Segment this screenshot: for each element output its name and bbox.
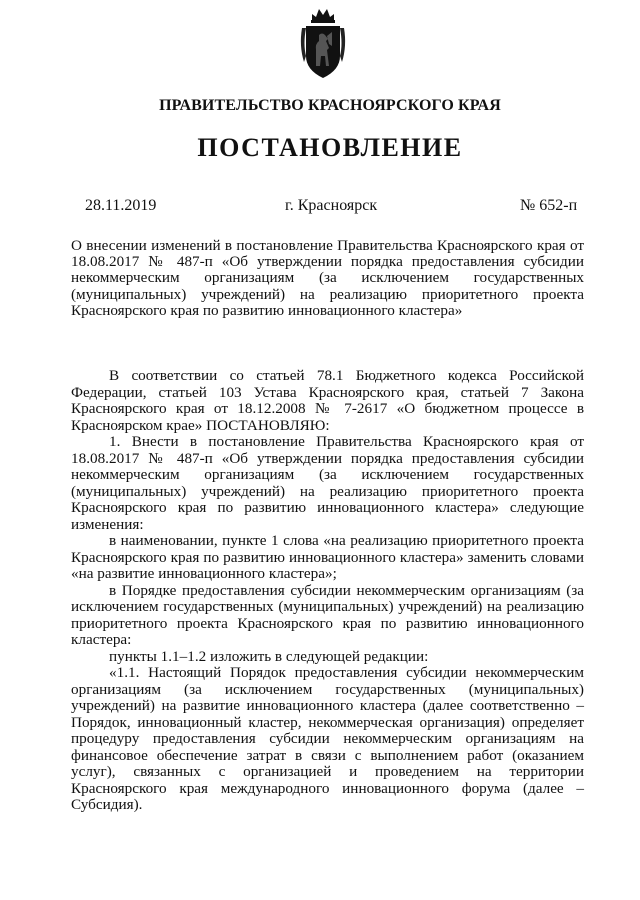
title-text: О внесении изменений в постановление Правительства Красноярского края от 18.08.2017 № 487-п «Об утверждении порядка предоставления субсидии некоммерческим организациям (за исключением государственных (муниципальных) учреждений) на реализацию приоритетного проекта Красноярского края по развитию инновационного кластера»: [71, 237, 584, 319]
document-number: № 652-п: [520, 197, 578, 214]
coat-of-arms-icon: [298, 6, 348, 82]
body-paragraph: в Порядке предоставления субсидии некоммерческим организациям (за исключением государственных (муниципальных) учреждений) на реализацию приоритетного проекта Красноярского края по развитию инновационного кластера:: [71, 581, 584, 648]
document-title: [71, 238, 584, 319]
body-paragraph: в наименовании, пункте 1 слова «на реализацию приоритетного проекта Красноярского края по развитию инновационного кластера» заменить словами «на развитие инновационного кластера»;: [71, 532, 584, 582]
government-name: ПРАВИТЕЛЬСТВО КРАСНОЯРСКОГО КРАЯ: [159, 97, 501, 114]
body-paragraph: 1. Внести в постановление Правительства Красноярского края от 18.08.2017 № 487-п «Об утверждении порядка предоставления субсидии некоммерческим организациям (за исключением государственных (муниципальных) учреждений) на реализацию приоритетного проекта Красноярского края по развитию инновационного кластера» следующие изменения:: [71, 433, 584, 533]
body-paragraph: пункты 1.1–1.2 изложить в следующей редакции:: [109, 647, 429, 665]
document-city: г. Красноярск: [285, 197, 378, 214]
document-date: 28.11.2019: [85, 197, 157, 214]
body-paragraph: В соответствии со статьей 78.1 Бюджетного кодекса Российской Федерации, статьей 103 Устава Красноярского края, статьей 7 Закона Красноярского края от 18.12.2008 № 7-2617 «О бюджетном процессе в Красноярском крае» ПОСТАНОВЛЯЮ:: [71, 367, 584, 434]
body-paragraph: «1.1. Настоящий Порядок предоставления субсидии некоммерческим организациям (за исключением государственных (муниципальных) учреждений) на развитие инновационного кластера (далее соответственно – Порядок, инновационный кластер, некоммерческая организация) определяет процедуру предоставления субсидии некоммерческим организациям на финансовое обеспечение затрат в связи с выполнением работ (оказанием услуг), связанных с организацией и проведением на территории Красноярского края международного инновационного форума (далее – Субсидия).: [71, 664, 584, 813]
document-type: ПОСТАНОВЛЕНИЕ: [197, 133, 463, 162]
document-body: [71, 368, 584, 814]
